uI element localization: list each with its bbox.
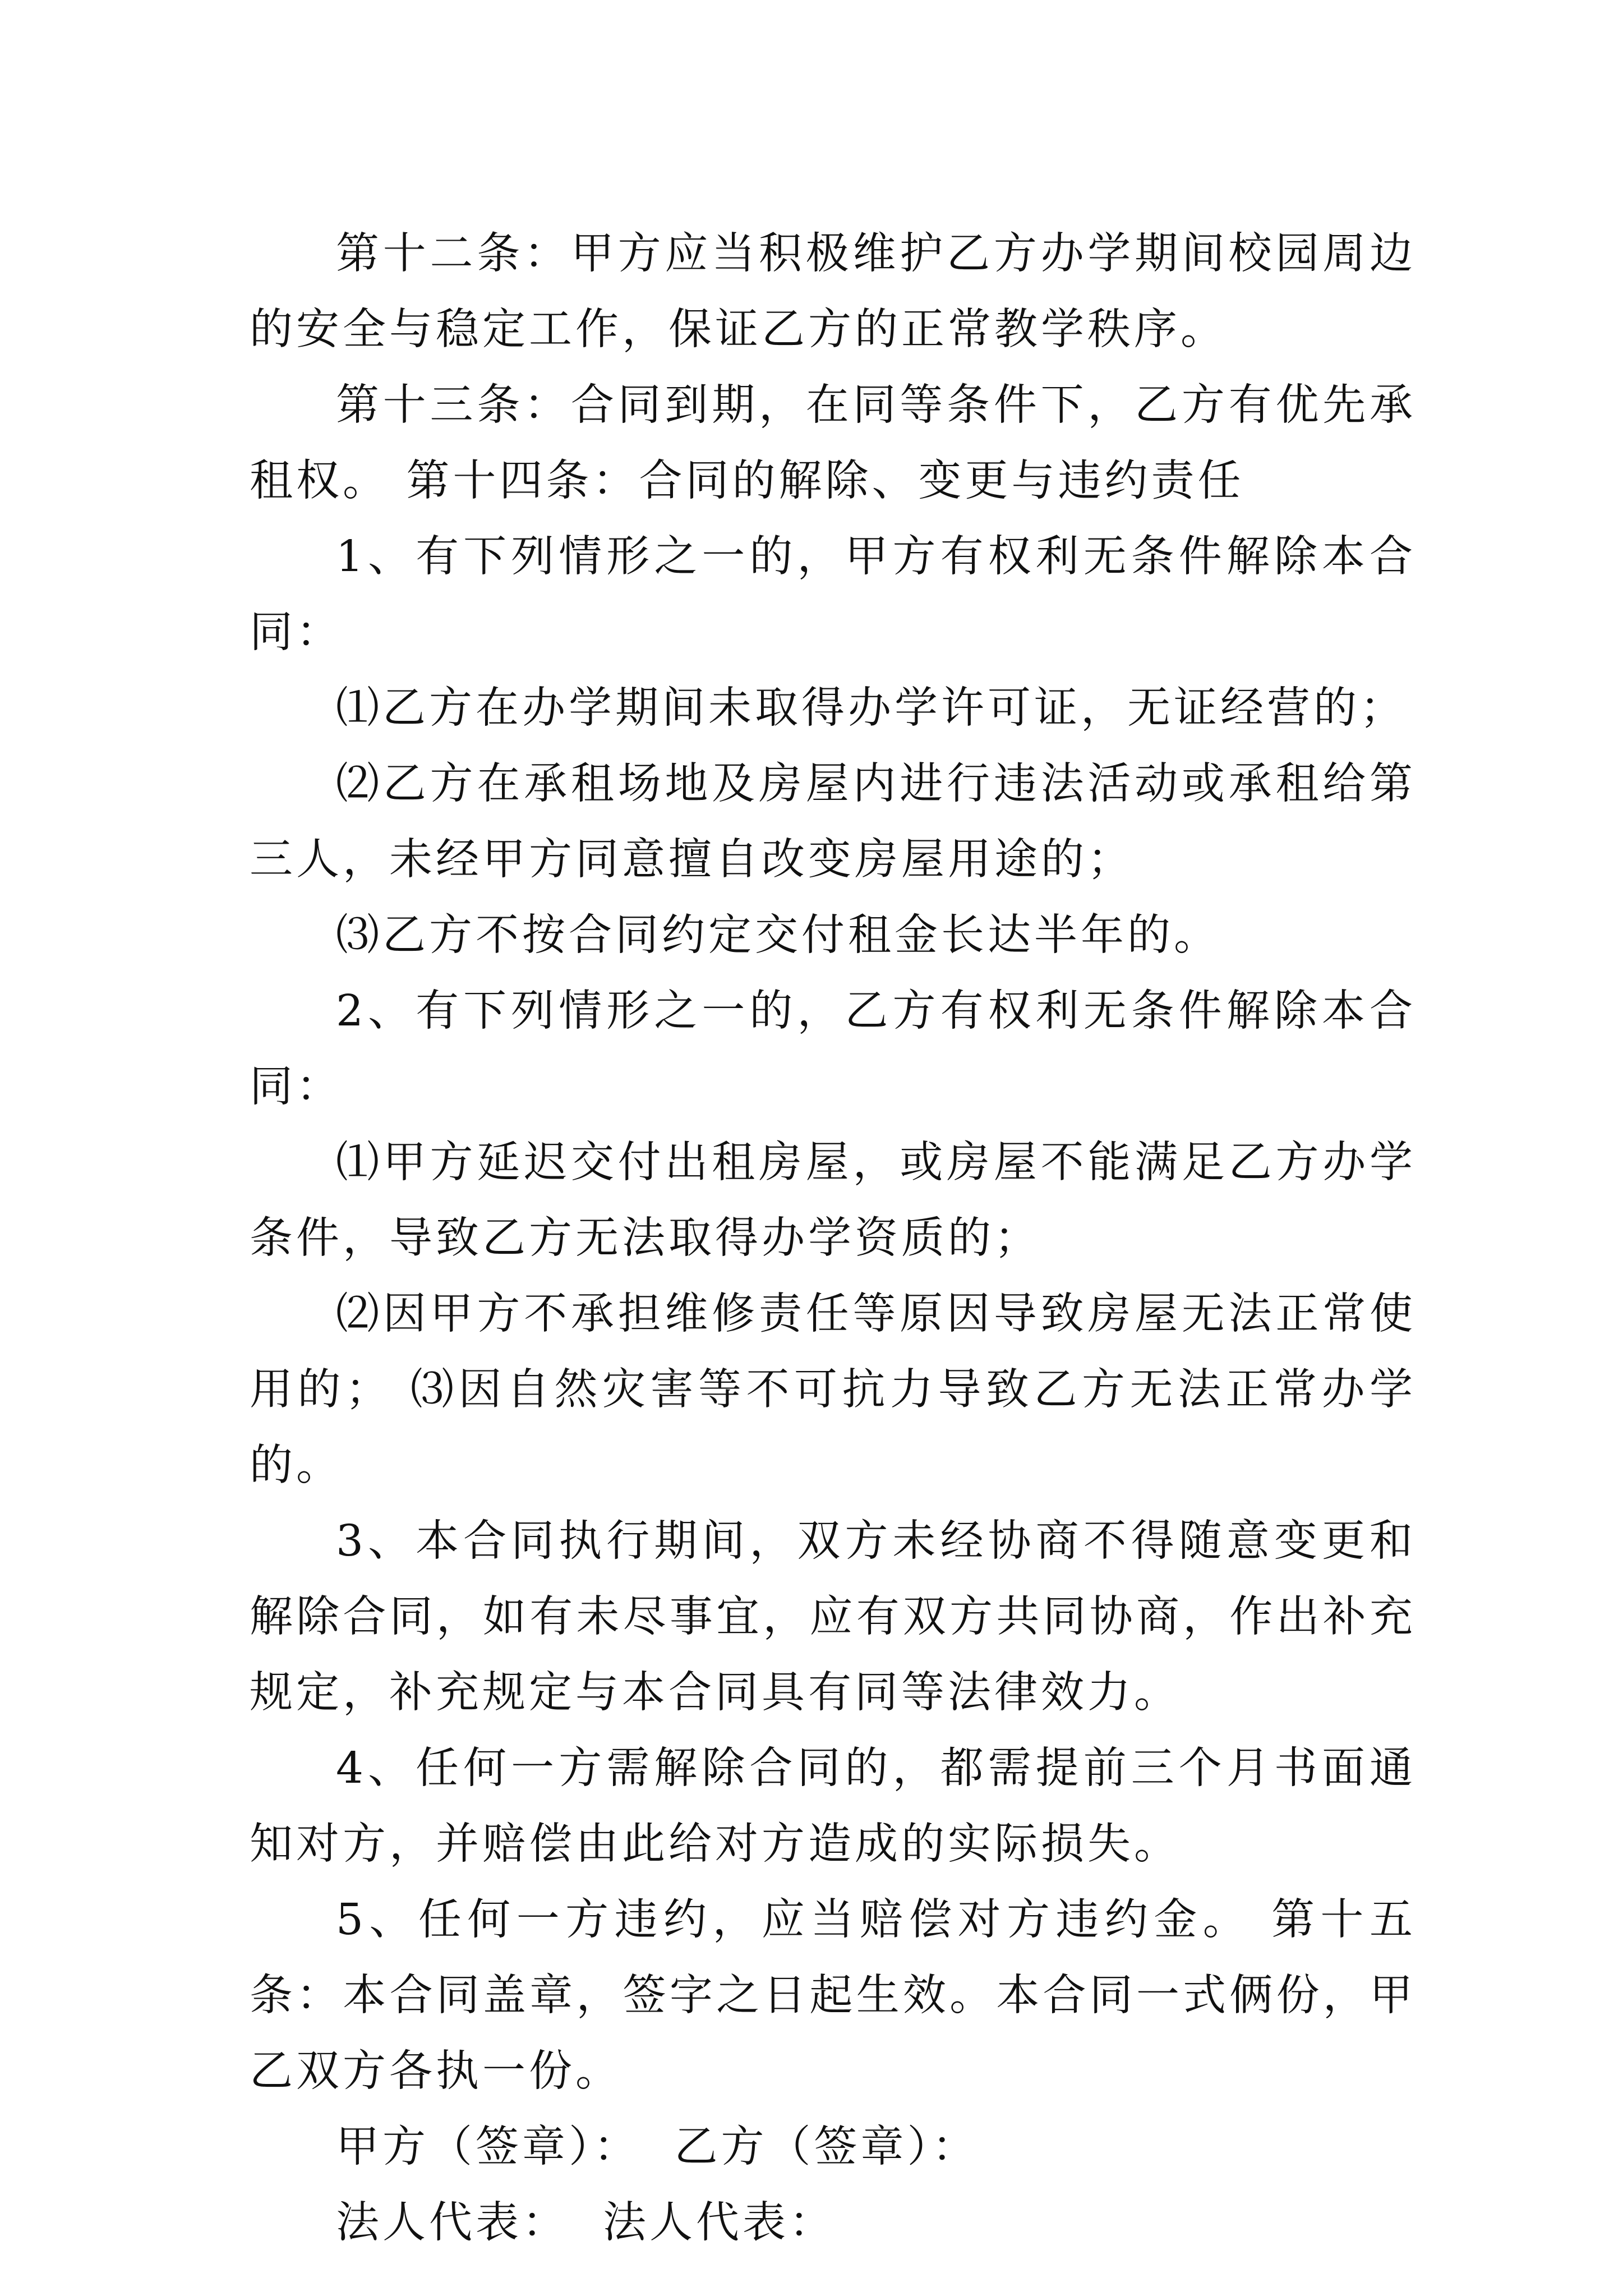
document-body	[250, 216, 1416, 2261]
clause-2-item-2-3: ⑵因甲方不承担维修责任等原因导致房屋无法正常使用的； ⑶因自然灾害等不可抗力导致乙方无法正常办学的。	[250, 1289, 1416, 1490]
clause-2-item-1: ⑴甲方延迟交付出租房屋，或房屋不能满足乙方办学条件，导致乙方无法取得办学资质的；	[250, 1138, 1416, 1263]
clause-1-item-2: ⑵乙方在承租场地及房屋内进行违法活动或承租给第三人，未经甲方同意擅自改变房屋用途的；	[250, 759, 1416, 885]
clause-4: 4、任何一方需解除合同的，都需提前三个月书面通知对方，并赔偿由此给对方造成的实际损失。	[250, 1743, 1416, 1869]
party-b-seal-label: 乙方（签章）：	[674, 2122, 979, 2172]
clause-3: 3、本合同执行期间，双方未经协商不得随意变更和解除合同，如有未尽事宜，应有双方共同协商，作出补充规定，补充规定与本合同具有同等法律效力。	[250, 1516, 1416, 1718]
clause-5-article-15: 5、任何一方违约，应当赔偿对方违约金。 第十五条：本合同盖章，签字之日起生效。本合同一式俩份，甲乙双方各执一份。	[250, 1895, 1416, 2096]
party-a-rep-label: 法人代表：	[336, 2198, 569, 2248]
clause-1-item-3: ⑶乙方不按合同约定交付租金长达半年的。	[336, 910, 1220, 960]
article-13-14: 第十三条：合同到期，在同等条件下，乙方有优先承租权。 第十四条：合同的解除、变更与违约责任	[250, 380, 1416, 506]
party-a-seal-label: 甲方（签章）：	[336, 2122, 640, 2172]
clause-1-item-1: ⑴乙方在办学期间未取得办学许可证，无证经营的；	[336, 683, 1407, 733]
seal-line	[250, 2109, 1416, 2185]
representative-line	[250, 2185, 1416, 2261]
party-b-rep-label: 法人代表：	[602, 2198, 836, 2248]
article-12: 第十二条：甲方应当积极维护乙方办学期间校园周边的安全与稳定工作，保证乙方的正常教学秩序。	[250, 229, 1416, 355]
clause-2: 2、有下列情形之一的，乙方有权利无条件解除本合同：	[250, 986, 1416, 1112]
clause-1: 1、有下列情形之一的，甲方有权利无条件解除本合同：	[250, 532, 1416, 657]
